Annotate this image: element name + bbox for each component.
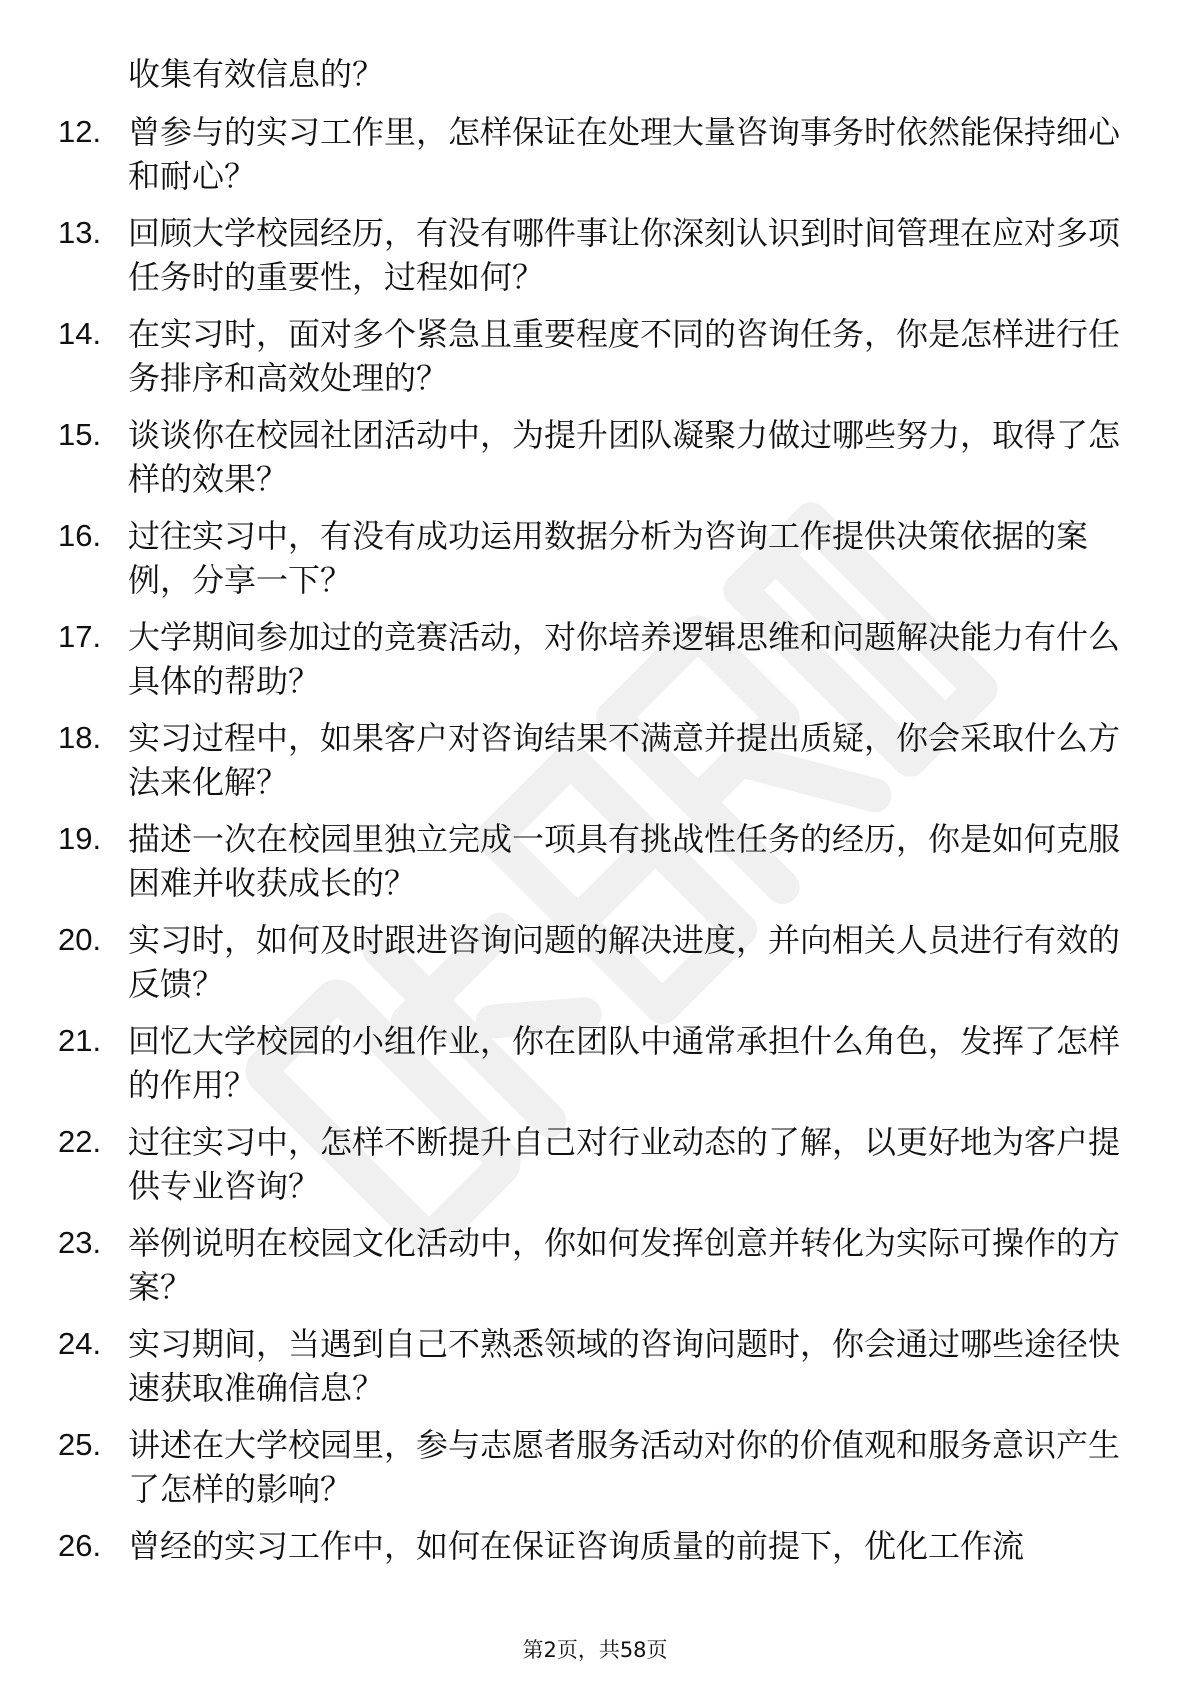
- question-text: 实习过程中，如果客户对咨询结果不满意并提出质疑，你会采取什么方法来化解？: [128, 719, 1121, 801]
- question-number: 13.: [58, 215, 102, 250]
- question-text: 在实习时，面对多个紧急且重要程度不同的咨询任务，你是怎样进行任务排序和高效处理的？: [128, 315, 1121, 397]
- continuation-text: 收集有效信息的？: [128, 55, 385, 93]
- question-number: 21.: [58, 1023, 102, 1058]
- question-text: 举例说明在校园文化活动中，你如何发挥创意并转化为实际可操作的方案？: [128, 1224, 1121, 1306]
- question-number: 18.: [58, 720, 102, 755]
- question-number: 12.: [58, 114, 102, 149]
- question-text: 过往实习中，怎样不断提升自己对行业动态的了解，以更好地为客户提供专业咨询？: [128, 1123, 1121, 1205]
- question-item: [58, 817, 1138, 905]
- question-item: [58, 1322, 1138, 1410]
- question-item: [58, 1019, 1138, 1107]
- question-number: 20.: [58, 922, 102, 957]
- question-item: [58, 413, 1138, 501]
- question-text: 曾参与的实习工作里，怎样保证在处理大量咨询事务时依然能保持细心和耐心？: [128, 113, 1121, 195]
- question-number: 22.: [58, 1124, 102, 1159]
- question-text: 回忆大学校园的小组作业，你在团队中通常承担什么角色，发挥了怎样的作用？: [128, 1022, 1121, 1104]
- question-number: 17.: [58, 619, 102, 654]
- question-item: [58, 615, 1138, 703]
- question-number: 23.: [58, 1225, 102, 1260]
- page-footer: 第2页，共58页: [522, 1638, 668, 1662]
- question-item: [58, 716, 1138, 804]
- question-text: 过往实习中，有没有成功运用数据分析为咨询工作提供决策依据的案例，分享一下？: [128, 517, 1089, 599]
- question-text: 曾经的实习工作中，如何在保证咨询质量的前提下，优化工作流: [128, 1527, 1025, 1565]
- question-number: 25.: [58, 1427, 102, 1462]
- question-item: [58, 1221, 1138, 1309]
- question-text: 实习期间，当遇到自己不熟悉领域的咨询问题时，你会通过哪些途径快速获取准确信息？: [128, 1325, 1121, 1407]
- question-item: [58, 514, 1138, 602]
- question-item: [58, 918, 1138, 1006]
- question-item: [58, 110, 1138, 198]
- question-text: 描述一次在校园里独立完成一项具有挑战性任务的经历，你是如何克服困难并收获成长的？: [128, 820, 1121, 902]
- question-number: 24.: [58, 1326, 102, 1361]
- question-text: 谈谈你在校园社团活动中，为提升团队凝聚力做过哪些努力，取得了怎样的效果？: [128, 416, 1121, 498]
- question-item: [58, 1120, 1138, 1208]
- question-text: 实习时，如何及时跟进咨询问题的解决进度，并向相关人员进行有效的反馈？: [128, 921, 1121, 1003]
- question-item: [58, 312, 1138, 400]
- question-item: [58, 211, 1138, 299]
- question-number: 16.: [58, 518, 102, 553]
- question-text: 讲述在大学校园里，参与志愿者服务活动对你的价值观和服务意识产生了怎样的影响？: [128, 1426, 1121, 1508]
- question-item: [58, 1423, 1138, 1511]
- question-text: 大学期间参加过的竞赛活动，对你培养逻辑思维和问题解决能力有什么具体的帮助？: [128, 618, 1121, 700]
- question-number: 14.: [58, 316, 102, 351]
- question-list: [58, 110, 1138, 1581]
- question-number: 26.: [58, 1528, 102, 1563]
- question-number: 19.: [58, 821, 102, 856]
- question-text: 回顾大学校园经历，有没有哪件事让你深刻认识到时间管理在应对多项任务时的重要性，过程如何？: [128, 214, 1121, 296]
- question-item: [58, 1524, 1138, 1568]
- question-number: 15.: [58, 417, 102, 452]
